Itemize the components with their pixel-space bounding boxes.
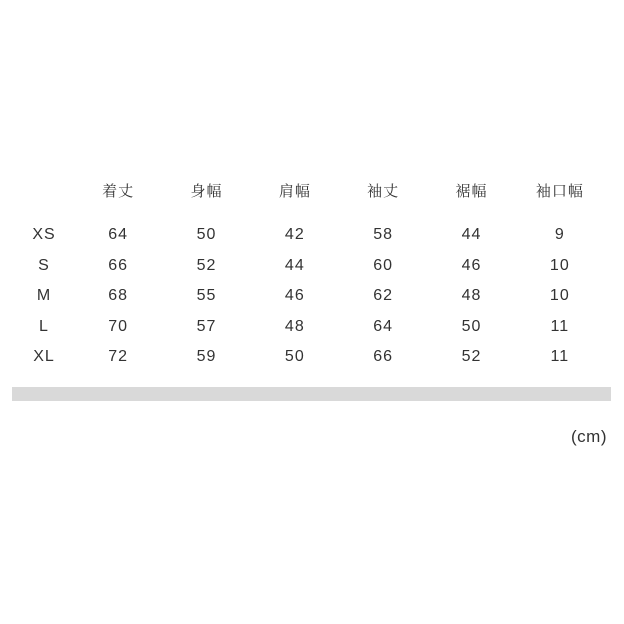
- measurement-value: 50: [196, 226, 217, 244]
- measurement-value: 46: [284, 287, 305, 305]
- measurement-value: 9: [554, 226, 565, 244]
- table-row: [14, 281, 604, 312]
- measurement-value: 44: [461, 226, 482, 244]
- measurement-value: 44: [284, 256, 305, 274]
- measurement-value: 48: [284, 317, 305, 335]
- column-header: 着丈: [102, 182, 135, 200]
- measurement-value: 68: [108, 287, 129, 305]
- measurement-value: 48: [461, 287, 482, 305]
- table-body: [14, 220, 604, 373]
- measurement-value: 50: [461, 317, 482, 335]
- measurement-value: 52: [196, 256, 217, 274]
- size-label: XL: [33, 348, 55, 366]
- table-row: [14, 342, 604, 373]
- measurement-value: 46: [461, 256, 482, 274]
- measurement-value: 64: [108, 226, 129, 244]
- measurement-value: 66: [373, 348, 394, 366]
- measurement-value: 55: [196, 287, 217, 305]
- measurement-value: 11: [550, 348, 570, 366]
- measurement-value: 72: [108, 348, 129, 366]
- column-header: 袖丈: [367, 182, 400, 200]
- table-row: [14, 220, 604, 251]
- unit-label: (cm): [571, 427, 607, 446]
- measurement-value: 62: [373, 287, 394, 305]
- size-table: [14, 178, 604, 373]
- measurement-value: 42: [284, 226, 305, 244]
- measurement-value: 60: [373, 256, 394, 274]
- column-header: 裾幅: [455, 182, 488, 200]
- measurement-value: 66: [108, 256, 129, 274]
- column-header: 身幅: [190, 182, 223, 200]
- measurement-value: 10: [549, 287, 570, 305]
- table-row: [14, 312, 604, 343]
- measurement-value: 57: [196, 317, 217, 335]
- measurement-value: 58: [373, 226, 394, 244]
- size-label: XS: [32, 226, 56, 244]
- measurement-value: 52: [461, 348, 482, 366]
- size-label: L: [39, 317, 49, 335]
- table-header-row: [14, 178, 604, 202]
- size-label: S: [38, 256, 50, 274]
- measurement-value: 11: [550, 317, 570, 335]
- divider-bar: [12, 387, 611, 401]
- measurement-value: 10: [549, 256, 570, 274]
- column-header: 肩幅: [278, 182, 311, 200]
- measurement-value: 59: [196, 348, 217, 366]
- size-label: M: [36, 287, 52, 305]
- table-row: [14, 251, 604, 282]
- measurement-value: 64: [373, 317, 394, 335]
- measurement-value: 50: [284, 348, 305, 366]
- measurement-value: 70: [108, 317, 129, 335]
- column-header: 袖口幅: [535, 182, 584, 200]
